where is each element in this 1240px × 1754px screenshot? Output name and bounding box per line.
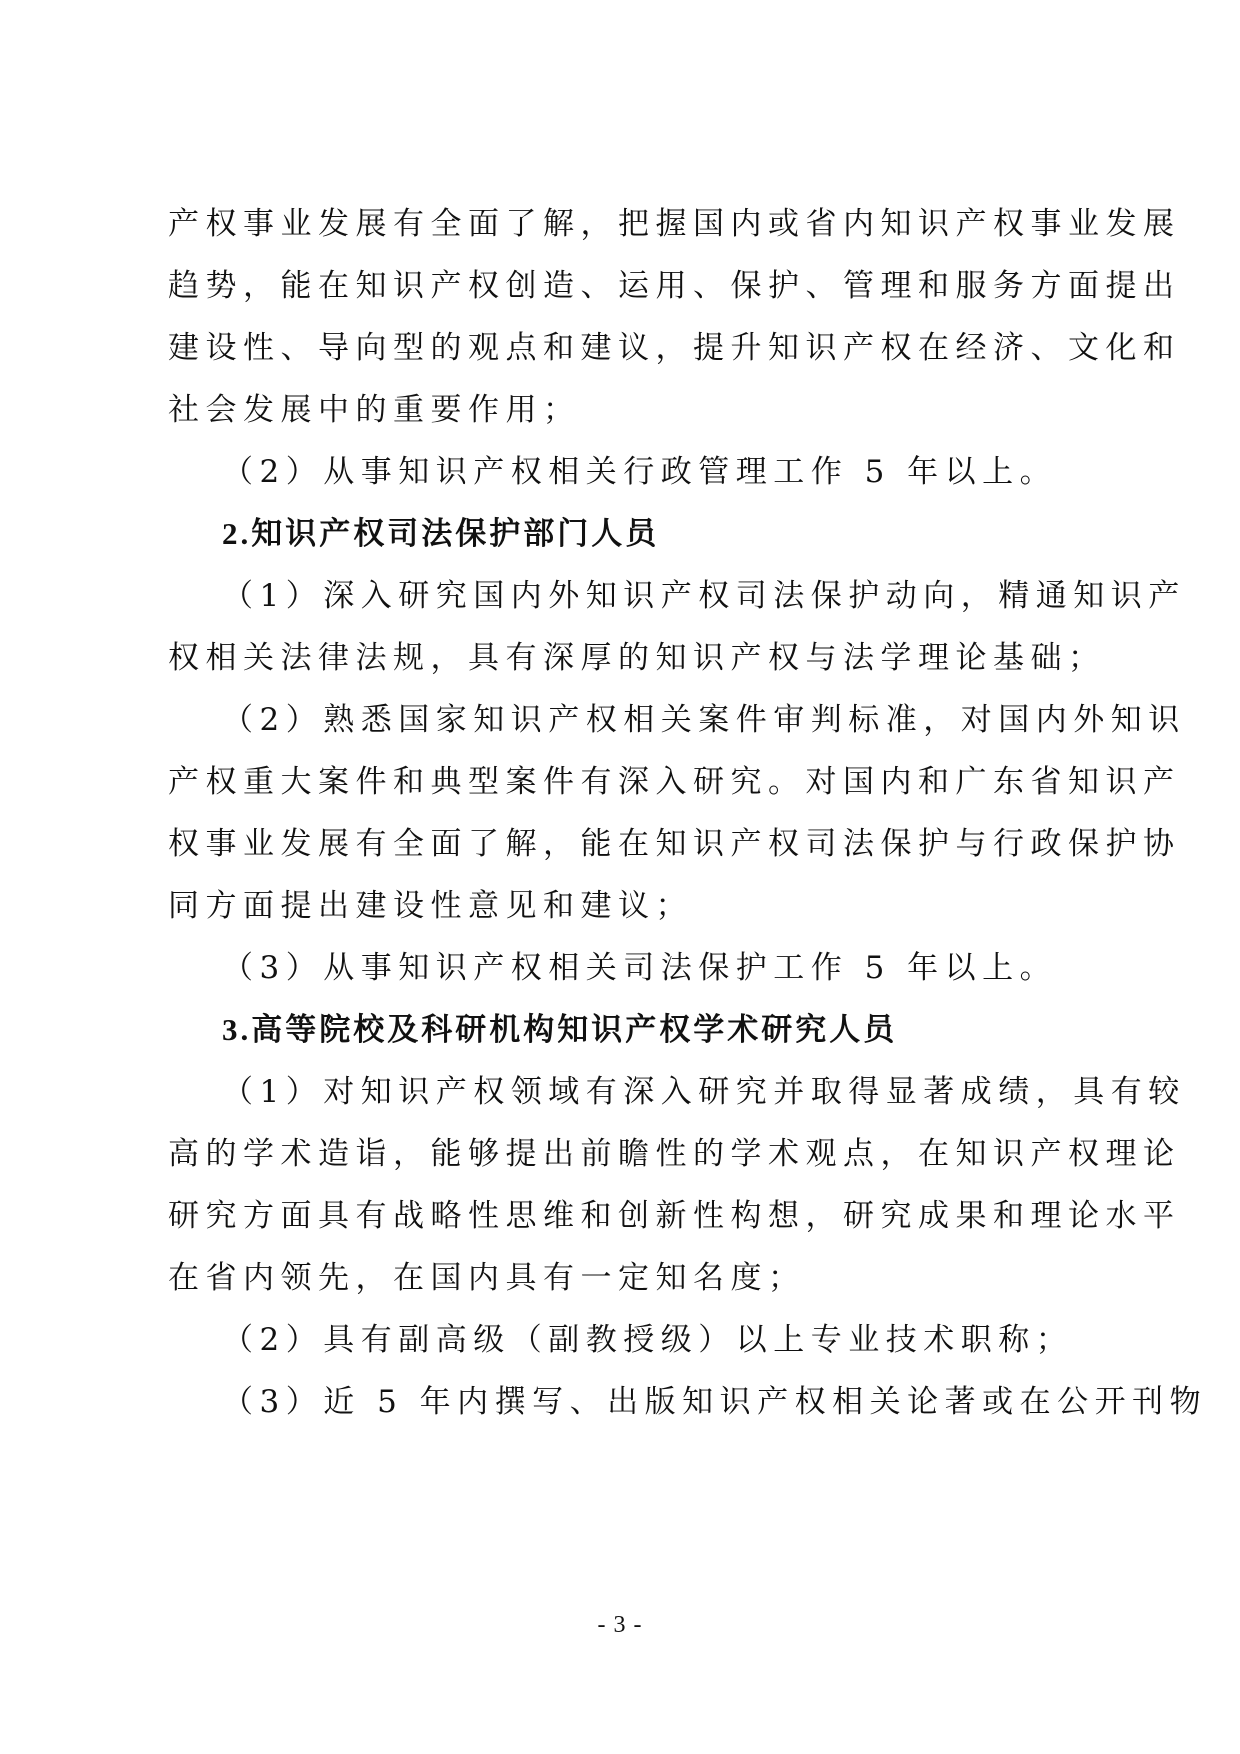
body-text-line: 在省内领先，在国内具有一定知名度； (168, 1260, 806, 1296)
list-item-text: （2）具有副高级（副教授级）以上专业技术职称； (222, 1322, 1074, 1358)
section-heading: 2.知识产权司法保护部门人员 (222, 516, 660, 551)
body-text-line: 社会发展中的重要作用； (168, 392, 581, 428)
section-heading: 3.高等院校及科研机构知识产权学术研究人员 (222, 1012, 898, 1047)
list-item-text: （1）深入研究国内外知识产权司法保护动向，精通知识产 (222, 578, 1186, 614)
body-text-line: 权相关法律法规，具有深厚的知识产权与法学理论基础； (168, 640, 1106, 676)
body-text-line: 建设性、导向型的观点和建议，提升知识产权在经济、文化和 (168, 330, 1181, 366)
body-text-line: 权事业发展有全面了解，能在知识产权司法保护与行政保护协 (168, 826, 1181, 862)
list-item-text: （3）近 5 年内撰写、出版知识产权相关论著或在公开刊物 (222, 1384, 1208, 1420)
list-item-text: （2）熟悉国家知识产权相关案件审判标准，对国内外知识 (222, 702, 1186, 738)
body-text-line: 同方面提出建设性意见和建议； (168, 888, 693, 924)
body-text-line: 高的学术造诣，能够提出前瞻性的学术观点，在知识产权理论 (168, 1136, 1181, 1172)
list-item-text: （2）从事知识产权相关行政管理工作 5 年以上。 (222, 454, 1058, 490)
page-number: - 3 - (597, 1612, 643, 1638)
list-item-text: （3）从事知识产权相关司法保护工作 5 年以上。 (222, 950, 1058, 986)
list-item-text: （1）对知识产权领域有深入研究并取得显著成绩，具有较 (222, 1074, 1186, 1110)
body-text-line: 产权事业发展有全面了解，把握国内或省内知识产权事业发展 (168, 206, 1181, 242)
body-text-line: 研究方面具有战略性思维和创新性构想，研究成果和理论水平 (168, 1198, 1181, 1234)
body-text-line: 趋势，能在知识产权创造、运用、保护、管理和服务方面提出 (168, 268, 1181, 304)
body-text-line: 产权重大案件和典型案件有深入研究。对国内和广东省知识产 (168, 764, 1181, 800)
